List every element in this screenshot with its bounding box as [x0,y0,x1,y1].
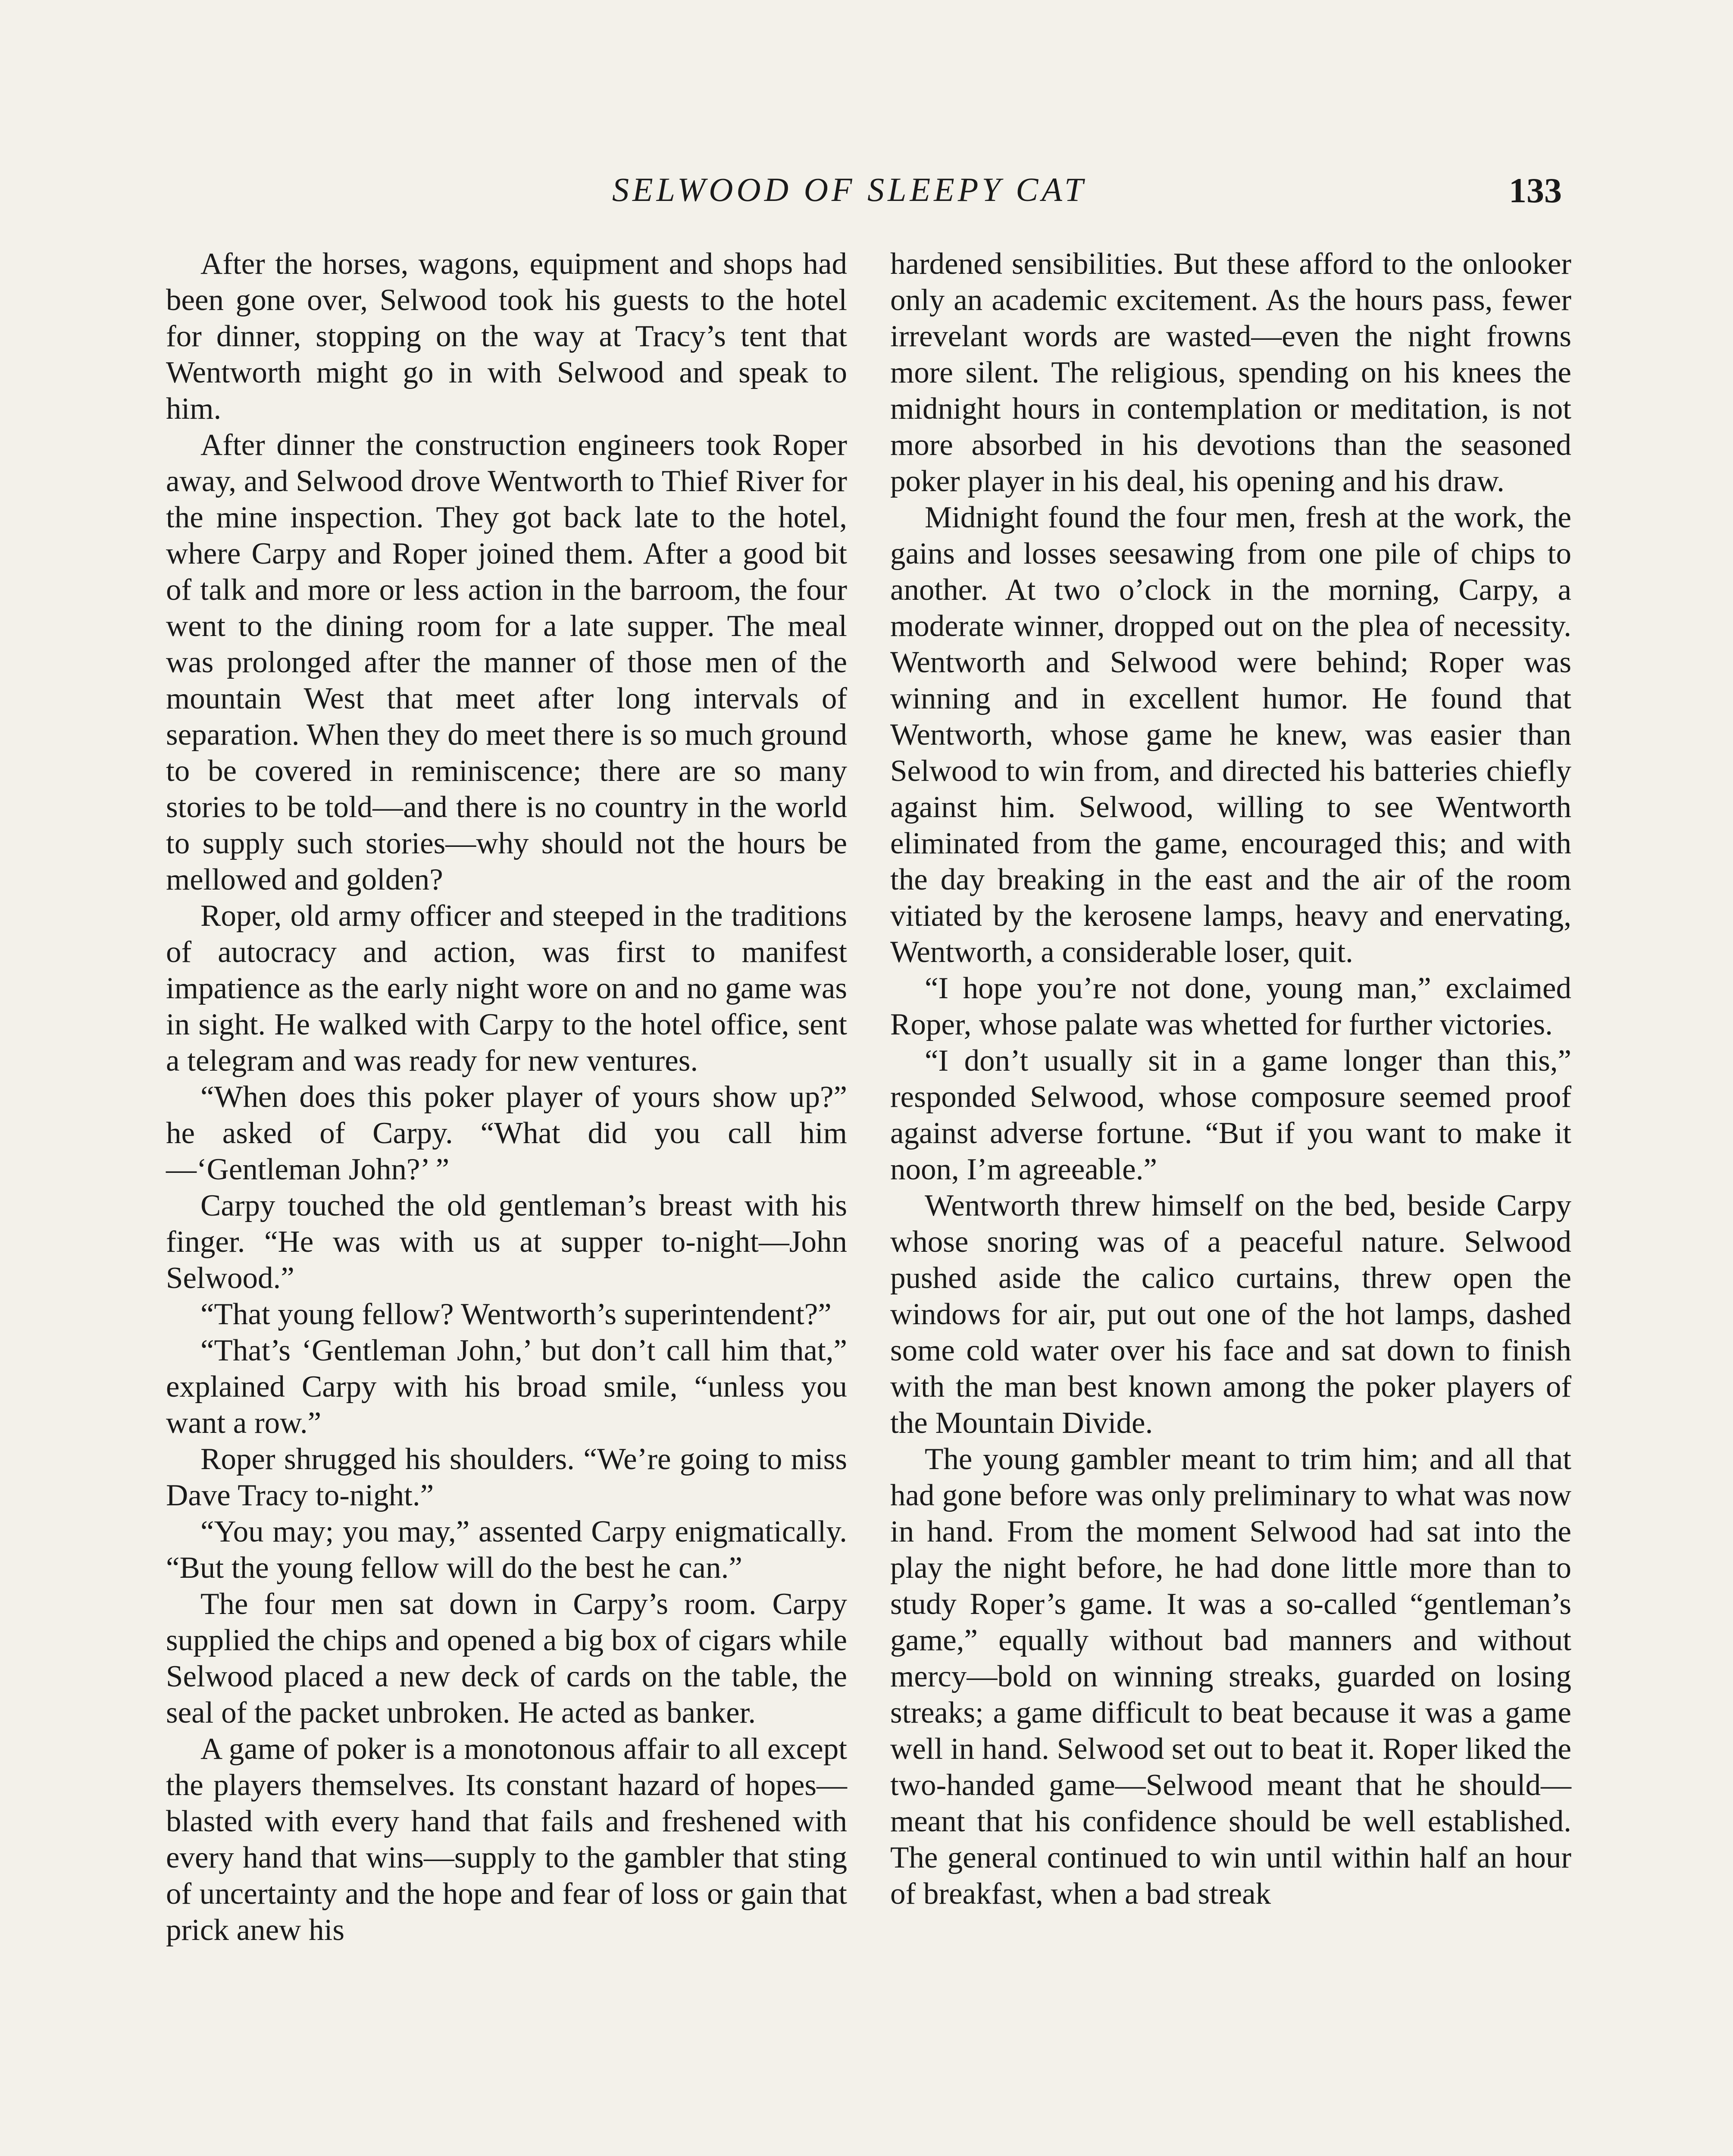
paragraph: Roper shrugged his shoulders. “We’re going to miss Dave Tracy to-night.” [166,1442,847,1512]
paragraph: “That young fellow? Wentworth’s superintendent?” [200,1297,832,1331]
paragraph: “When does this poker player of yours show up?” he asked of Carpy. “What did you call him—‘Gentleman John?’ ” [166,1080,847,1186]
paragraph: “You may; you may,” assented Carpy enigmatically. “But the young fellow will do the best he can.” [166,1515,847,1585]
paragraph: The four men sat down in Carpy’s room. Carpy supplied the chips and opened a big box of cigars while Selwood placed a new deck of cards on the table, the seal of the packet unbroken. He acted as banker. [166,1587,847,1730]
right-column [890,246,1571,1912]
paragraph-continuation: hardened sensibilities. But these afford to the onlooker only an academic excitement. As the hours pass, fewer irrevelant words are wasted—even the night frowns more silent. The religious, spending on his knees the midnight hours in contemplation or meditation, is not more absorbed in his devotions than the seasoned poker player in his deal, his opening and his draw. [890,247,1571,498]
page-number: 133 [1509,171,1562,210]
paragraph: “I don’t usually sit in a game longer than this,” responded Selwood, whose composure seemed proof against adverse fortune. “But if you want to make it noon, I’m agreeable.” [890,1044,1571,1186]
paragraph: “I hope you’re not done, young man,” exclaimed Roper, whose palate was whetted for further victories. [890,971,1571,1041]
paragraph: After dinner the construction engineers took Roper away, and Selwood drove Wentworth to Thief River for the mine inspection. They got back late to the hotel, where Carpy and Roper joined them. After a good bit of talk and more or less action in the barroom, the four went to the dining room for a late supper. The meal was prolonged after the manner of those men of the mountain West that meet after long intervals of separation. When they do meet there is so much ground to be covered in reminiscence; there are so many stories to be told—and there is no country in the world to supply such stories—why should not the hours be mellowed and golden? [166,428,847,896]
running-head: SELWOOD OF SLEEPY CAT [612,171,1087,208]
paragraph: After the horses, wagons, equipment and shops had been gone over, Selwood took his guests to the hotel for dinner, stopping on the way at Tracy’s tent that Wentworth might go in with Selwood and speak to him. [166,247,847,426]
paragraph: Roper, old army officer and steeped in the traditions of autocracy and action, was first to manifest impatience as the early night wore on and no game was in sight. He walked with Carpy to the hotel office, sent a telegram and was ready for new ventures. [166,899,847,1078]
paragraph: Wentworth threw himself on the bed, beside Carpy whose snoring was of a peaceful nature. Selwood pushed aside the calico curtains, threw open the windows for air, put out one of the hot lamps, dashed some cold water over his face and sat down to finish with the man best known among the poker players of the Mountain Divide. [890,1189,1571,1440]
paragraph: Carpy touched the old gentleman’s breast with his finger. “He was with us at supper to-night—John Selwood.” [166,1189,847,1295]
paragraph: The young gambler meant to trim him; and all that had gone before was only preliminary to what was now in hand. From the moment Selwood had sat into the play the night before, he had done little more than to study Roper’s game. It was a so-called “gentleman’s game,” equally without bad manners and without mercy—bold on winning streaks, guarded on losing streaks; a game difficult to beat because it was a game well in hand. Selwood set out to beat it. Roper liked the two-handed game—Selwood meant that he should—meant that his confidence should be well established. The general continued to win until within half an hour of breakfast, when a bad streak [890,1442,1571,1911]
paragraph: “That’s ‘Gentleman John,’ but don’t call him that,” explained Carpy with his broad smile, “unless you want a row.” [166,1334,847,1440]
paragraph: Midnight found the four men, fresh at the work, the gains and losses seesawing from one pile of chips to another. At two o’clock in the morning, Carpy, a moderate winner, dropped out on the plea of necessity. Wentworth and Selwood were behind; Roper was winning and in excellent humor. He found that Wentworth, whose game he knew, was easier than Selwood to win from, and directed his batteries chiefly against him. Selwood, willing to see Wentworth eliminated from the game, encouraged this; and with the day breaking in the east and the air of the room vitiated by the kerosene lamps, heavy and enervating, Wentworth, a considerable loser, quit. [890,501,1571,969]
left-column [166,246,847,1948]
paragraph: A game of poker is a monotonous affair to all except the players themselves. Its constant hazard of hopes—blasted with every hand that fails and freshened with every hand that wins—supply to the gambler that sting of uncertainty and the hope and fear of loss or gain that prick anew his [166,1732,847,1947]
